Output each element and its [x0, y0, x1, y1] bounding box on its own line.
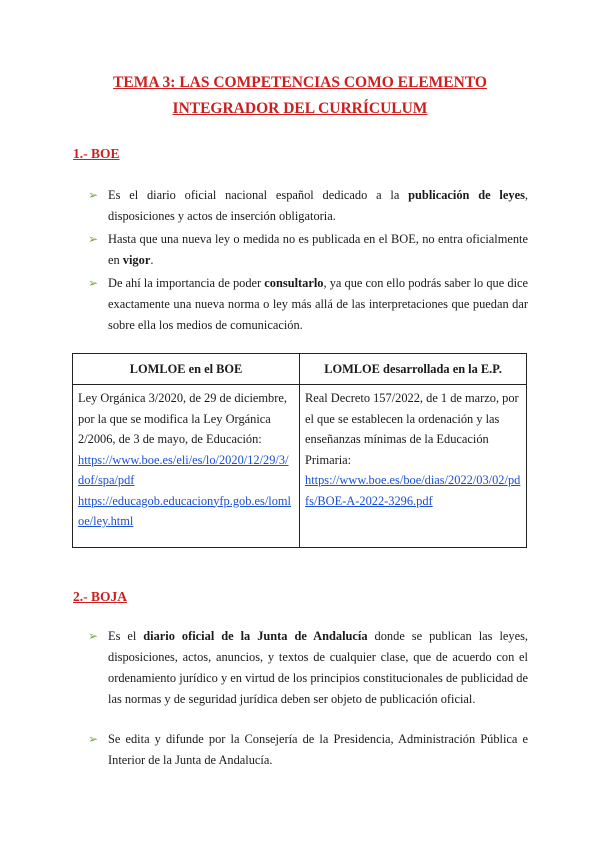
list-item — [88, 185, 528, 227]
section-heading-boja: 2.- BOJA — [73, 589, 127, 604]
table-row — [73, 385, 527, 548]
arrow-bullet-icon: ➢ — [88, 629, 99, 643]
real-decreto-text: Real Decreto 157/2022, de 1 de marzo, por el que se establecen la ordenación y las enseñanzas mínimas de la Educación Primaria: — [305, 391, 519, 467]
bullet-bold-text: consultarlo — [264, 276, 324, 290]
list-item — [88, 229, 528, 271]
lomloe-table — [72, 353, 527, 548]
arrow-bullet-icon: ➢ — [88, 232, 99, 246]
arrow-bullet-icon: ➢ — [88, 732, 99, 746]
bullet-text: De ahí la importancia de poder — [108, 276, 265, 290]
bullet-text: Hasta que una nueva ley o medida no es publicada en el BOE, no entra oficialmente en — [108, 232, 528, 267]
ley-organica-text: Ley Orgánica 3/2020, de 29 de diciembre, por la que se modifica la Ley Orgánica 2/2006, de 3 de mayo, de Educación: — [78, 391, 287, 446]
boe-bullet-list — [88, 185, 528, 338]
table-header-ep: LOMLOE desarrollada en la E.P. — [300, 354, 527, 385]
bullet-text: . — [150, 253, 154, 267]
bullet-bold-text: publicación de leyes — [408, 188, 525, 202]
list-item — [88, 273, 528, 336]
document-title-line-1: TEMA 3: LAS COMPETENCIAS COMO ELEMENTO — [113, 74, 487, 91]
bullet-text: , ya que con ello podrás saber lo que dice exactamente una nueva norma o ley más allá de las interpretaciones que puedan dar sobre ella los medios de comunicación. — [108, 276, 529, 332]
bullet-text: , disposiciones y actos de inserción obligatoria. — [108, 188, 528, 223]
bullet-text: Es el diario oficial nacional español dedicado a la — [108, 188, 409, 202]
boja-bullet-list — [88, 626, 528, 790]
bullet-text: donde se publican las leyes, disposiciones, actos, anuncios, y textos de cualquier clase, que de acuerdo con el ordenamiento jurídico y en virtud de los principios constitucionales de publicidad de las normas y de seguridad jurídica deben ser objeto de publicación oficial. — [108, 629, 529, 706]
section-heading-boe: 1.- BOE — [73, 146, 120, 161]
bullet-bold-text: vigor — [122, 253, 151, 267]
educagob-lomloe-link[interactable]: https://educagob.educacionyfp.gob.es/lomloe/ley.html — [78, 493, 292, 528]
bullet-text: Es el — [108, 629, 144, 643]
bullet-text: Se edita y difunde por la Consejería de la Presidencia, Administración Pública e Interior de la Junta de Andalucía. — [108, 732, 528, 767]
table-cell-ep — [300, 385, 527, 548]
bullet-bold-text: diario oficial de la Junta de Andalucía — [143, 629, 368, 643]
arrow-bullet-icon: ➢ — [88, 188, 99, 202]
boe-lomloe-link[interactable]: https://www.boe.es/eli/es/lo/2020/12/29/3/dof/spa/pdf — [78, 452, 289, 487]
list-item — [88, 626, 528, 710]
document-title-line-2: INTEGRADOR DEL CURRÍCULUM — [172, 100, 428, 117]
arrow-bullet-icon: ➢ — [88, 276, 99, 290]
table-cell-boe — [73, 385, 300, 548]
table-header-boe: LOMLOE en el BOE — [73, 354, 300, 385]
boe-real-decreto-link[interactable]: https://www.boe.es/boe/dias/2022/03/02/pdfs/BOE-A-2022-3296.pdf — [305, 473, 521, 508]
list-item — [88, 729, 528, 771]
